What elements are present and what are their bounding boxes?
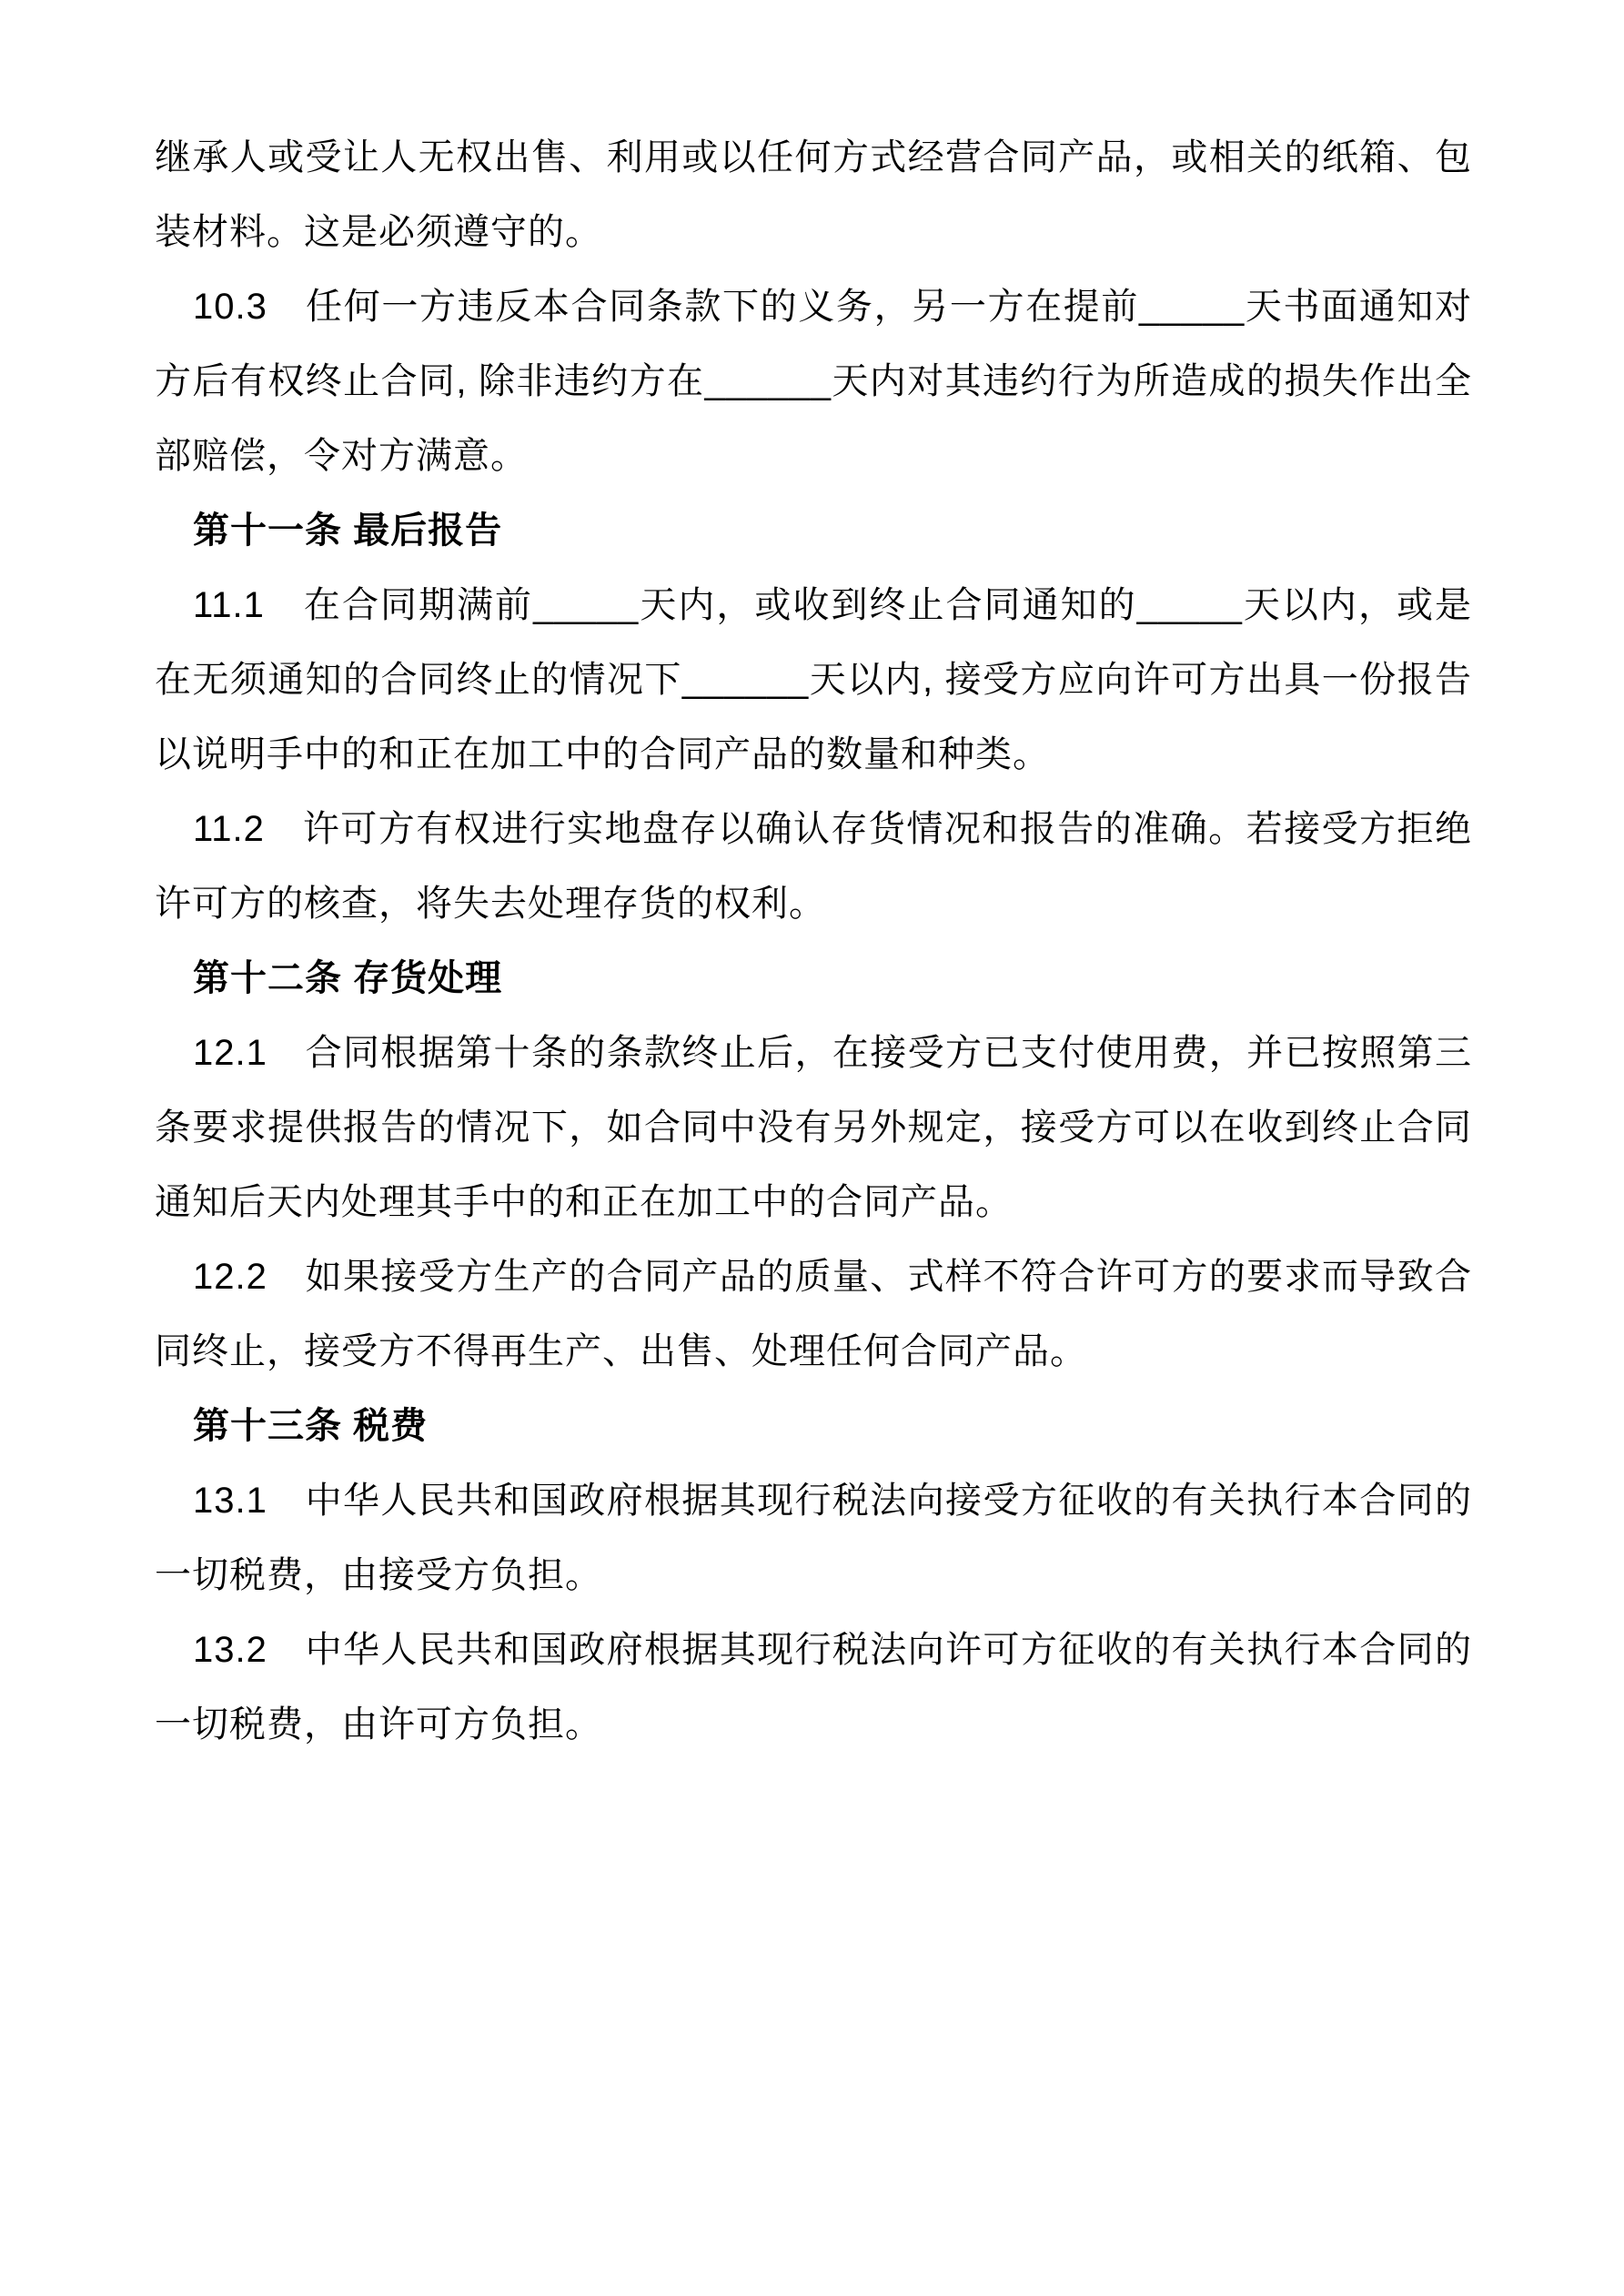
heading-article-13-taxes: 第十三条 税费	[193, 1406, 429, 1446]
clause-13-2: 13.2 中华人民共和国政府根据其现行税法向许可方征收的有关执行本合同的一切税费，由许可方负担。	[155, 1630, 1472, 1745]
clause-13-1: 13.1 中华人民共和国政府根据其现行税法向接受方征收的有关执行本合同的一切税费，由接受方负担。	[155, 1481, 1472, 1595]
clause-12-1: 12.1 合同根据第十条的条款终止后，在接受方已支付使用费，并已按照第三条要求提供报告的情况下，如合同中没有另外规定，接受方可以在收到终止合同通知后天内处理其手中的和正在加工中的合同产品。	[155, 1033, 1472, 1222]
clause-12-2: 12.2 如果接受方生产的合同产品的质量、式样不符合许可方的要求而导致合同终止，接受方不得再生产、出售、处理任何合同产品。	[155, 1257, 1472, 1371]
clause-10-3: 10.3 任何一方违反本合同条款下的义务，另一方在提前_____天书面通知对方后有权终止合同, 除非违约方在______天内对其违约行为所造成的损失作出全部赔偿，令对方满意。	[155, 287, 1472, 476]
clause-11-1: 11.1 在合同期满前_____天内，或收到终止合同通知的_____天以内，或是在无须通知的合同终止的情况下______天以内, 接受方应向许可方出具一份报告以说明手中的和正在加工中的合同产品的数量和种类。	[155, 585, 1472, 774]
heading-article-12-inventory-disposal: 第十二条 存货处理	[193, 958, 503, 998]
clause-11-2: 11.2 许可方有权进行实地盘存以确认存货情况和报告的准确。若接受方拒绝许可方的核查，将失去处理存货的权利。	[155, 809, 1472, 924]
heading-article-11-final-report: 第十一条 最后报告	[193, 511, 503, 551]
paragraph-continuation: 继承人或受让人无权出售、利用或以任何方式经营合同产品，或相关的纸箱、包装材料。这是必须遵守的。	[155, 137, 1472, 252]
